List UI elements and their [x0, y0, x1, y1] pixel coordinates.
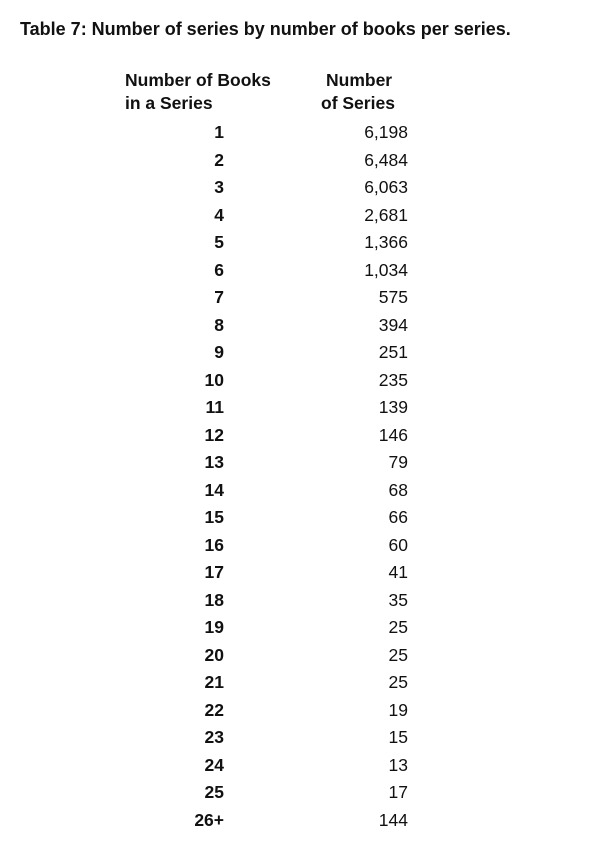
series-count-cell: 235	[378, 369, 408, 390]
table-row	[110, 367, 440, 395]
books-per-series-cell: 12	[204, 424, 224, 445]
books-per-series-cell: 14	[204, 479, 224, 500]
books-per-series-cell: 8	[214, 314, 224, 335]
books-per-series-cell: 6	[214, 259, 224, 280]
books-per-series-cell: 24	[204, 754, 224, 775]
series-count-cell: 251	[378, 342, 408, 362]
series-count-cell: 144	[378, 809, 408, 830]
series-count-cell: 25	[388, 672, 408, 692]
table-row	[110, 202, 440, 230]
series-header-line-1: Number	[326, 70, 393, 90]
series-count-cell: 60	[388, 534, 408, 555]
table-row	[110, 229, 440, 257]
books-per-series-cell: 26+	[194, 809, 224, 830]
books-per-series-cell: 18	[204, 589, 224, 610]
books-per-series-cell: 5	[214, 232, 224, 252]
books-header-line-2: in a Series	[125, 93, 213, 113]
books-per-series-cell: 16	[204, 534, 224, 555]
books-header-line-1: Number of Books	[125, 70, 271, 90]
table-row	[110, 422, 440, 450]
books-per-series-cell: 22	[204, 699, 224, 720]
series-count-cell: 68	[388, 479, 408, 500]
series-column-header	[290, 69, 440, 115]
series-count-cell: 13	[388, 754, 408, 775]
table-row	[110, 697, 440, 725]
series-count-cell: 1,366	[364, 232, 408, 252]
books-per-series-cell: 19	[204, 617, 224, 637]
table-row	[110, 119, 440, 147]
table-row	[110, 394, 440, 422]
books-per-series-cell: 9	[214, 342, 224, 362]
table-row	[110, 147, 440, 175]
series-count-cell: 17	[388, 782, 408, 802]
books-per-series-cell: 23	[204, 727, 224, 747]
books-per-series-cell: 2	[214, 149, 224, 170]
series-count-cell: 35	[388, 589, 408, 610]
series-count-cell: 19	[388, 699, 408, 720]
series-count-cell: 25	[388, 644, 408, 665]
books-per-series-cell: 11	[205, 397, 224, 417]
books-per-series-cell: 7	[214, 287, 224, 307]
series-table	[110, 69, 440, 834]
table-row	[110, 339, 440, 367]
table-row	[110, 559, 440, 587]
books-per-series-cell: 3	[214, 177, 224, 197]
series-count-cell: 6,198	[364, 122, 408, 142]
series-count-cell: 2,681	[364, 204, 408, 225]
books-per-series-cell: 20	[204, 644, 224, 665]
table-row	[110, 614, 440, 642]
series-count-cell: 25	[388, 617, 408, 637]
table-row	[110, 312, 440, 340]
series-count-cell: 6,484	[364, 149, 408, 170]
table-row	[110, 587, 440, 615]
books-per-series-cell: 4	[214, 204, 224, 225]
table-row	[110, 477, 440, 505]
table-row	[110, 504, 440, 532]
table-row	[110, 257, 440, 285]
books-per-series-cell: 10	[204, 369, 224, 390]
table-row	[110, 752, 440, 780]
series-count-cell: 6,063	[364, 177, 408, 197]
series-count-cell: 146	[378, 424, 408, 445]
series-count-cell: 139	[378, 397, 408, 417]
series-header-line-2: of Series	[321, 93, 395, 113]
table-row	[110, 449, 440, 477]
books-per-series-cell: 13	[204, 452, 224, 472]
table-body	[110, 119, 440, 834]
books-per-series-cell: 1	[214, 122, 224, 142]
series-count-cell: 66	[388, 507, 408, 527]
books-column-header	[110, 69, 290, 115]
table-row	[110, 284, 440, 312]
books-per-series-cell: 17	[204, 562, 224, 582]
series-count-cell: 394	[378, 314, 408, 335]
series-count-cell: 79	[388, 452, 408, 472]
series-count-cell: 1,034	[364, 259, 408, 280]
table-row	[110, 642, 440, 670]
table-row	[110, 779, 440, 807]
series-count-cell: 575	[378, 287, 408, 307]
table-row	[110, 174, 440, 202]
table-title: Table 7: Number of series by number of books per series.	[20, 19, 511, 39]
table-row	[110, 724, 440, 752]
series-count-cell: 15	[388, 727, 408, 747]
table-header-row	[110, 69, 440, 119]
table-row	[110, 532, 440, 560]
books-per-series-cell: 21	[204, 672, 224, 692]
table-row	[110, 669, 440, 697]
series-count-cell: 41	[388, 562, 408, 582]
books-per-series-cell: 25	[204, 782, 224, 802]
books-per-series-cell: 15	[204, 507, 224, 527]
table-row	[110, 807, 440, 835]
